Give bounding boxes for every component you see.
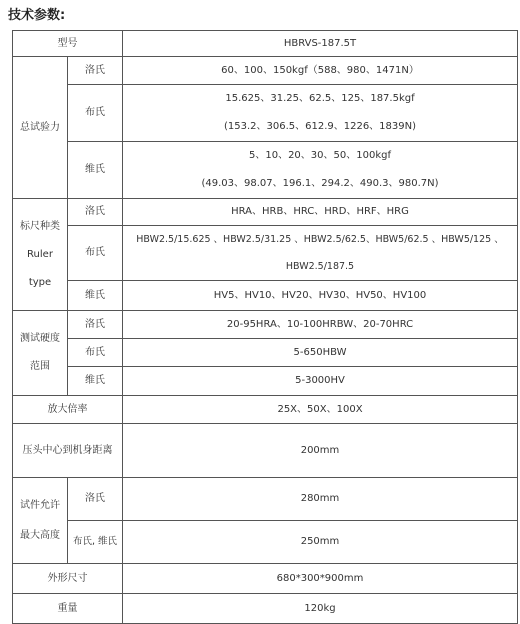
ruler-type-label-line2: Ruler <box>27 248 53 260</box>
row-weight <box>13 594 518 624</box>
test-force-label: 总试验力 <box>13 57 68 199</box>
dimensions-value: 680*300*900mm <box>123 564 518 594</box>
model-label: 型号 <box>13 31 123 57</box>
ruler-type-label-line1: 标尺种类 <box>20 220 60 232</box>
test-force-vickers-value <box>123 142 518 199</box>
test-force-vickers-label: 维氏 <box>68 142 123 199</box>
max-height-label-line1: 试件允许 <box>20 499 60 511</box>
ruler-brinell-line1: HBW2.5/15.625 、HBW2.5/31.25 、HBW2.5/62.5、HBW5/62.5 、HBW5/125 、 <box>136 234 504 245</box>
row-max-height-rockwell <box>13 478 518 521</box>
section-title: 技术参数: <box>8 8 66 23</box>
row-ruler-rockwell <box>13 199 518 226</box>
row-test-force-brinell <box>13 85 518 142</box>
test-force-brinell-label: 布氏 <box>68 85 123 142</box>
max-height-rockwell-value: 280mm <box>123 478 518 521</box>
ruler-type-label-line3: type <box>28 276 52 288</box>
row-max-height-brinell-vickers <box>13 521 518 564</box>
row-ruler-brinell <box>13 226 518 281</box>
test-force-rockwell-value: 60、100、150kgf（588、980、1471N） <box>123 57 518 85</box>
test-force-brinell-line1: 15.625、31.25、62.5、125、187.5kgf <box>225 93 415 104</box>
max-height-label <box>13 478 68 564</box>
max-height-brinell-vickers-label: 布氏, 维氏 <box>68 521 123 564</box>
row-indenter-distance <box>13 424 518 478</box>
max-height-brinell-vickers-value: 250mm <box>123 521 518 564</box>
hardness-vickers-label: 维氏 <box>68 367 123 396</box>
ruler-rockwell-value: HRA、HRB、HRC、HRD、HRF、HRG <box>123 199 518 226</box>
spec-table <box>12 30 518 624</box>
test-force-vickers-line2: (49.03、98.07、196.1、294.2、490.3、980.7N) <box>201 178 439 189</box>
test-force-brinell-value <box>123 85 518 142</box>
ruler-brinell-value <box>123 226 518 281</box>
max-height-rockwell-label: 洛氏 <box>68 478 123 521</box>
magnification-value: 25X、50X、100X <box>123 396 518 424</box>
hardness-brinell-label: 布氏 <box>68 339 123 367</box>
indenter-distance-value: 200mm <box>123 424 518 478</box>
indenter-distance-label: 压头中心到机身距离 <box>13 424 123 478</box>
magnification-label: 放大倍率 <box>13 396 123 424</box>
model-value: HBRVS-187.5T <box>123 31 518 57</box>
max-height-label-line2: 最大高度 <box>20 529 60 541</box>
hardness-range-label-line2: 范围 <box>30 361 50 372</box>
row-magnification <box>13 396 518 424</box>
ruler-type-label <box>13 199 68 311</box>
hardness-brinell-value: 5-650HBW <box>123 339 518 367</box>
ruler-rockwell-label: 洛氏 <box>68 199 123 226</box>
ruler-brinell-line2: HBW2.5/187.5 <box>285 261 355 272</box>
row-test-force-vickers <box>13 142 518 199</box>
ruler-vickers-label: 维氏 <box>68 281 123 311</box>
hardness-range-label <box>13 311 68 396</box>
dimensions-label: 外形尺寸 <box>13 564 123 594</box>
test-force-brinell-line2: (153.2、306.5、612.9、1226、1839N) <box>223 121 417 132</box>
test-force-vickers-line1: 5、10、20、30、50、100kgf <box>248 150 391 161</box>
row-ruler-vickers <box>13 281 518 311</box>
hardness-rockwell-value: 20-95HRA、10-100HRBW、20-70HRC <box>123 311 518 339</box>
hardness-vickers-value: 5-3000HV <box>123 367 518 396</box>
hardness-range-label-line1: 测试硬度 <box>20 333 60 344</box>
row-hardness-vickers <box>13 367 518 396</box>
row-dimensions <box>13 564 518 594</box>
ruler-vickers-value: HV5、HV10、HV20、HV30、HV50、HV100 <box>123 281 518 311</box>
hardness-rockwell-label: 洛氏 <box>68 311 123 339</box>
weight-label: 重量 <box>13 594 123 624</box>
row-hardness-brinell <box>13 339 518 367</box>
row-model <box>13 31 518 57</box>
weight-value: 120kg <box>123 594 518 624</box>
row-hardness-rockwell <box>13 311 518 339</box>
test-force-rockwell-label: 洛氏 <box>68 57 123 85</box>
ruler-brinell-label: 布氏 <box>68 226 123 281</box>
row-test-force-rockwell <box>13 57 518 85</box>
